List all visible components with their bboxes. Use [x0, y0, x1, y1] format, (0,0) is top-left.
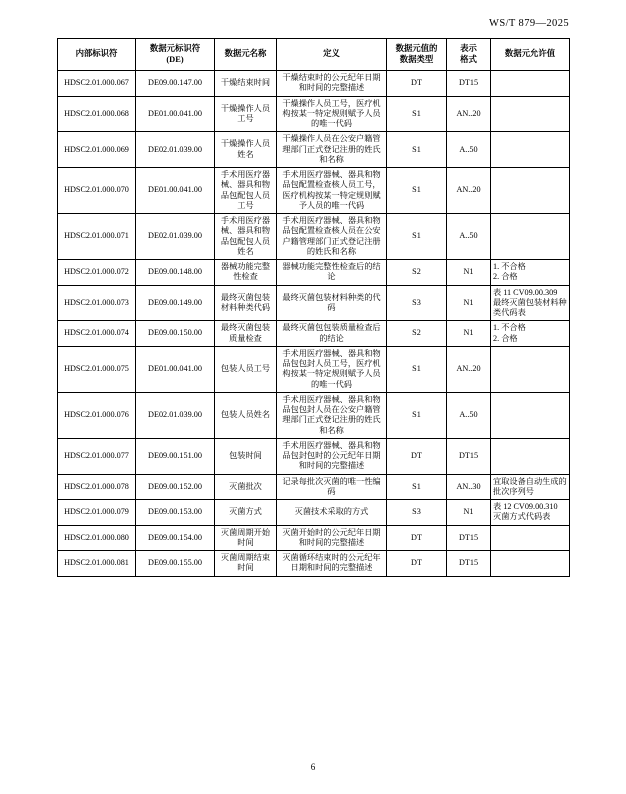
cell-datatype: S1: [387, 214, 447, 260]
dataset-table-container: [57, 38, 569, 577]
table-row: [58, 132, 570, 168]
cell-format: N1: [447, 321, 491, 347]
cell-name: 包装人员姓名: [215, 392, 277, 438]
cell-definition: 器械功能完整性检查后的结论: [277, 260, 387, 286]
cell-datatype: S1: [387, 132, 447, 168]
table-row: [58, 214, 570, 260]
cell-de: DE01.00.041.00: [136, 168, 215, 214]
cell-datatype: DT: [387, 525, 447, 551]
cell-format: DT15: [447, 551, 491, 577]
cell-de: DE09.00.152.00: [136, 474, 215, 500]
cell-definition: 最终灭菌包包装质量检查后的结论: [277, 321, 387, 347]
cell-allowed: [491, 168, 570, 214]
cell-format: DT15: [447, 438, 491, 474]
cell-name: 器械功能完整性检查: [215, 260, 277, 286]
cell-allowed: 表 12 CV09.00.310 灭菌方式代码表: [491, 500, 570, 526]
cell-definition: 干燥操作人员在公安户籍管理部门正式登记注册的姓氏和名称: [277, 132, 387, 168]
table-row: [58, 474, 570, 500]
cell-name: 灭菌周期开始时间: [215, 525, 277, 551]
column-header-internal-id: 内部标识符: [58, 39, 136, 71]
cell-name: 手术用医疗器械、器具和物品包配包人员姓名: [215, 214, 277, 260]
cell-format: AN..30: [447, 474, 491, 500]
cell-internal-id: HDSC2.01.000.072: [58, 260, 136, 286]
column-header-format-line2: 格式: [460, 54, 477, 64]
cell-internal-id: HDSC2.01.000.070: [58, 168, 136, 214]
cell-format: AN..20: [447, 96, 491, 132]
cell-allowed: [491, 71, 570, 97]
cell-definition: 最终灭菌包装材料种类的代码: [277, 285, 387, 321]
cell-allowed: [491, 438, 570, 474]
cell-definition: 灭菌循环结束时的公元纪年日期和时间的完整描述: [277, 551, 387, 577]
cell-name: 灭菌批次: [215, 474, 277, 500]
column-header-allowed: 数据元允许值: [491, 39, 570, 71]
cell-format: DT15: [447, 71, 491, 97]
cell-allowed: [491, 346, 570, 392]
cell-de: DE01.00.041.00: [136, 96, 215, 132]
cell-datatype: S2: [387, 260, 447, 286]
cell-internal-id: HDSC2.01.000.074: [58, 321, 136, 347]
cell-format: A..50: [447, 392, 491, 438]
table-row: [58, 321, 570, 347]
cell-datatype: S1: [387, 392, 447, 438]
cell-allowed: [491, 551, 570, 577]
cell-format: AN..20: [447, 168, 491, 214]
cell-definition: 记录每批次灭菌的唯一性编码: [277, 474, 387, 500]
cell-datatype: S2: [387, 321, 447, 347]
cell-de: DE02.01.039.00: [136, 132, 215, 168]
cell-de: DE09.00.151.00: [136, 438, 215, 474]
column-header-de: [136, 39, 215, 71]
cell-internal-id: HDSC2.01.000.080: [58, 525, 136, 551]
cell-de: DE09.00.147.00: [136, 71, 215, 97]
page-number: 6: [310, 762, 316, 772]
cell-name: 干燥操作人员姓名: [215, 132, 277, 168]
page-header: WS/T 879—2025: [489, 18, 569, 29]
cell-de: DE02.01.039.00: [136, 214, 215, 260]
cell-datatype: DT: [387, 71, 447, 97]
cell-allowed: 1. 不合格 2. 合格: [491, 260, 570, 286]
column-header-datatype: [387, 39, 447, 71]
cell-format: AN..20: [447, 346, 491, 392]
cell-datatype: S3: [387, 285, 447, 321]
table-row: [58, 260, 570, 286]
cell-datatype: S1: [387, 96, 447, 132]
table-row: [58, 346, 570, 392]
cell-internal-id: HDSC2.01.000.077: [58, 438, 136, 474]
table-row: [58, 438, 570, 474]
cell-allowed: [491, 392, 570, 438]
table-header-row: [58, 39, 570, 71]
cell-format: N1: [447, 260, 491, 286]
table-row: [58, 96, 570, 132]
cell-name: 灭菌方式: [215, 500, 277, 526]
table-row: [58, 500, 570, 526]
cell-internal-id: HDSC2.01.000.075: [58, 346, 136, 392]
cell-definition: 灭菌开始时的公元纪年日期和时间的完整描述: [277, 525, 387, 551]
cell-definition: 灭菌技术采取的方式: [277, 500, 387, 526]
table-row: [58, 285, 570, 321]
cell-de: DE09.00.148.00: [136, 260, 215, 286]
cell-datatype: DT: [387, 551, 447, 577]
column-header-de-line2: (DE): [166, 54, 184, 64]
dataset-table: [57, 38, 570, 577]
cell-internal-id: HDSC2.01.000.068: [58, 96, 136, 132]
column-header-format: [447, 39, 491, 71]
cell-name: 最终灭菌包装材料种类代码: [215, 285, 277, 321]
cell-datatype: S1: [387, 474, 447, 500]
cell-allowed: [491, 96, 570, 132]
cell-de: DE02.01.039.00: [136, 392, 215, 438]
cell-allowed: [491, 214, 570, 260]
cell-definition: 手术用医疗器械、器具和物品包配置检查核人员工号，医疗机构按某一特定规则赋予人员的唯一代码: [277, 168, 387, 214]
cell-allowed: [491, 525, 570, 551]
cell-definition: 干燥结束时的公元纪年日期和时间的完整描述: [277, 71, 387, 97]
cell-format: A..50: [447, 132, 491, 168]
cell-internal-id: HDSC2.01.000.076: [58, 392, 136, 438]
cell-name: 最终灭菌包装质量检查: [215, 321, 277, 347]
cell-allowed: [491, 132, 570, 168]
cell-name: 手术用医疗器械、器具和物品包配包人员工号: [215, 168, 277, 214]
cell-de: DE09.00.154.00: [136, 525, 215, 551]
cell-allowed: 表 11 CV09.00.309 最终灭菌包装材料种类代码表: [491, 285, 570, 321]
cell-format: N1: [447, 500, 491, 526]
cell-de: DE09.00.153.00: [136, 500, 215, 526]
cell-internal-id: HDSC2.01.000.081: [58, 551, 136, 577]
cell-de: DE09.00.150.00: [136, 321, 215, 347]
cell-name: 灭菌周期结束时间: [215, 551, 277, 577]
cell-name: 干燥结束时间: [215, 71, 277, 97]
table-row: [58, 71, 570, 97]
cell-name: 包装时间: [215, 438, 277, 474]
cell-name: 干燥操作人员工号: [215, 96, 277, 132]
cell-definition: 手术用医疗器械、器具和物品包配置检查核人员在公安户籍管理部门正式登记注册的姓氏和名称: [277, 214, 387, 260]
cell-allowed: 1. 不合格 2. 合格: [491, 321, 570, 347]
cell-datatype: S1: [387, 168, 447, 214]
cell-definition: 手术用医疗器械、器具和物品包包封人员在公安户籍管理部门正式登记注册的姓氏和名称: [277, 392, 387, 438]
table-row: [58, 392, 570, 438]
column-header-de-line1: 数据元标识符: [149, 44, 201, 53]
cell-format: A..50: [447, 214, 491, 260]
cell-de: DE01.00.041.00: [136, 346, 215, 392]
table-row: [58, 168, 570, 214]
cell-format: N1: [447, 285, 491, 321]
column-header-definition: 定义: [277, 39, 387, 71]
cell-definition: 手术用医疗器械、器具和物品包包封人员工号，医疗机构按某一特定规则赋予人员的唯一代码: [277, 346, 387, 392]
column-header-format-line1: 表示: [460, 44, 477, 53]
cell-definition: 干燥操作人员工号，医疗机构按某一特定规则赋予人员的唯一代码: [277, 96, 387, 132]
cell-definition: 手术用医疗器械、器具和物品包封包时的公元纪年日期和时间的完整描述: [277, 438, 387, 474]
cell-allowed: 宜取设备自动生成的批次序列号: [491, 474, 570, 500]
column-header-datatype-line2: 数据类型: [399, 54, 434, 64]
cell-datatype: S1: [387, 346, 447, 392]
cell-internal-id: HDSC2.01.000.079: [58, 500, 136, 526]
cell-internal-id: HDSC2.01.000.067: [58, 71, 136, 97]
cell-de: DE09.00.155.00: [136, 551, 215, 577]
cell-internal-id: HDSC2.01.000.073: [58, 285, 136, 321]
table-body: [58, 71, 570, 577]
cell-name: 包装人员工号: [215, 346, 277, 392]
cell-datatype: S3: [387, 500, 447, 526]
cell-datatype: DT: [387, 438, 447, 474]
cell-internal-id: HDSC2.01.000.078: [58, 474, 136, 500]
cell-internal-id: HDSC2.01.000.069: [58, 132, 136, 168]
cell-format: DT15: [447, 525, 491, 551]
table-row: [58, 551, 570, 577]
column-header-datatype-line1: 数据元值的: [395, 44, 438, 53]
table-row: [58, 525, 570, 551]
cell-internal-id: HDSC2.01.000.071: [58, 214, 136, 260]
column-header-name: 数据元名称: [215, 39, 277, 71]
cell-de: DE09.00.149.00: [136, 285, 215, 321]
